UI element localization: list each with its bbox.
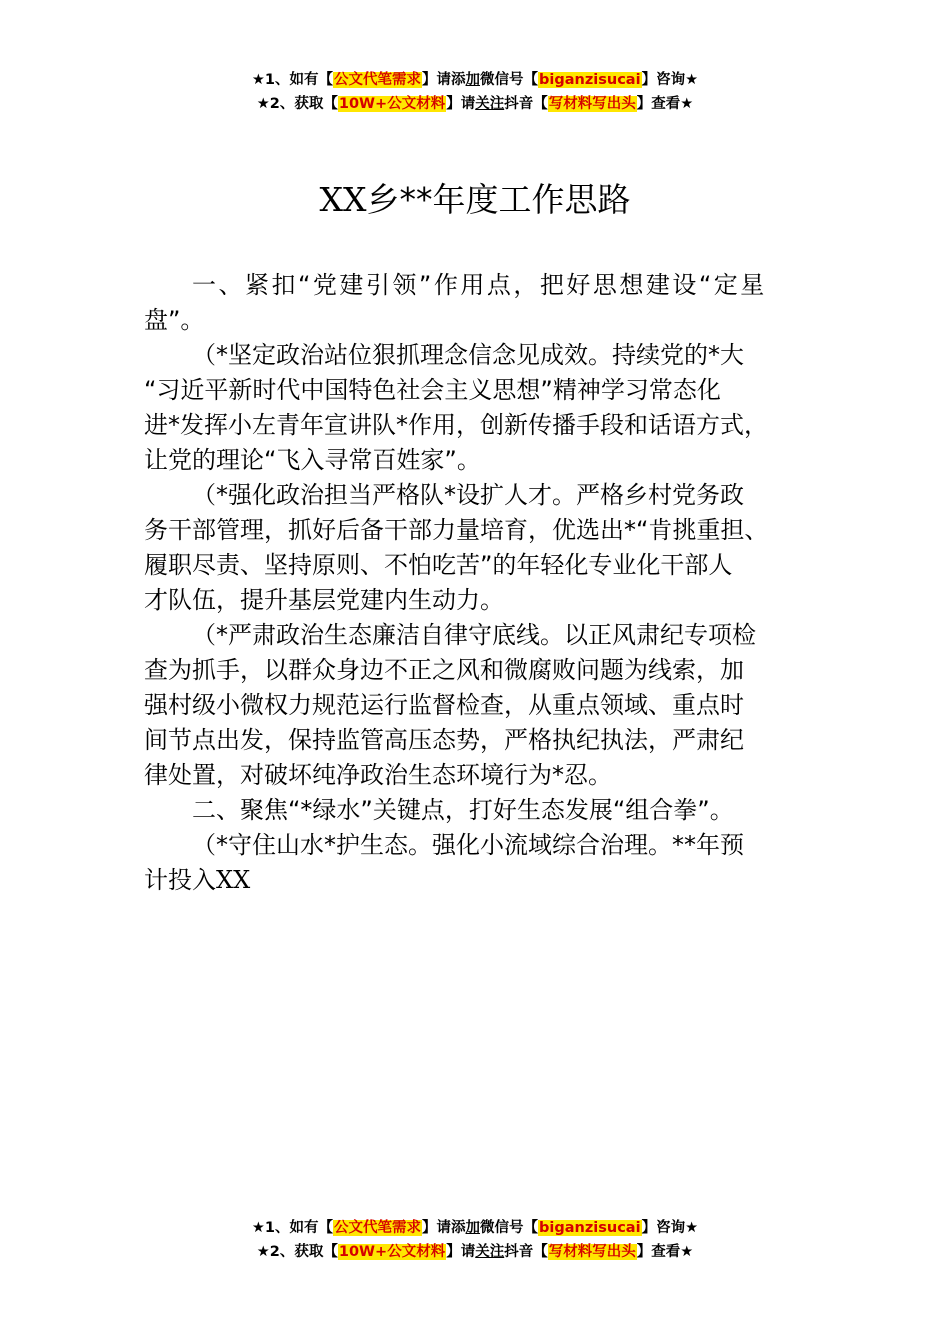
banner-underlined-text: 关注 <box>475 96 505 112</box>
paragraph-line: 强村级小微权力规范运行监督检查，从重点领域、重点时 <box>144 691 744 719</box>
paragraph-line: 才队伍，提升基层党建内生动力。 <box>144 586 504 614</box>
paragraph-line: 盘”。 <box>144 306 205 334</box>
banner-text: ★1、如有【 <box>251 72 334 88</box>
paragraph-line: 一、紧扣“党建引领”作用点，把好思想建设“定星 <box>192 271 767 299</box>
paragraph <box>144 828 824 898</box>
paragraph <box>144 618 824 793</box>
footer-banner <box>0 1216 950 1264</box>
title-prefix: XX <box>319 180 367 219</box>
banner-text: 】查看★ <box>636 96 694 112</box>
banner-text: ★2、获取【 <box>256 96 338 112</box>
banner-highlight: biganzisucai <box>539 1220 641 1236</box>
banner-text: 】请 <box>446 96 476 112</box>
banner-text: 】咨询★ <box>641 1220 699 1236</box>
banner-line-1 <box>0 68 950 92</box>
banner-text: ★1、如有【 <box>251 1220 334 1236</box>
paragraph-line: （*严肃政治生态廉洁自律守底线。以正风肃纪专项检 <box>192 621 756 649</box>
paragraph-line: 二、聚焦“*绿水”关键点，打好生态发展“组合拳”。 <box>192 796 734 824</box>
paragraph <box>144 478 824 618</box>
paragraph-line: “习近平新时代中国特色社会主义思想”精神学习常态化 <box>144 376 721 404</box>
paragraph-line: （*强化政治担当严格队*设扩人才。严格乡村党务政 <box>192 481 744 509</box>
document-body <box>144 268 824 898</box>
banner-line-2 <box>0 1240 950 1264</box>
banner-underlined-text: 加 <box>465 1220 481 1236</box>
banner-text: 】咨询★ <box>641 72 699 88</box>
paragraph-line: 履职尽责、坚持原则、不怕吃苦”的年轻化专业化干部人 <box>144 551 733 579</box>
paragraph-line: 查为抓手，以群众身边不正之风和微腐败问题为线索，加 <box>144 656 744 684</box>
banner-text: 抖音【 <box>504 96 548 112</box>
header-banner <box>0 68 950 116</box>
banner-text: 抖音【 <box>504 1244 548 1260</box>
banner-underlined-text: 关注 <box>475 1244 505 1260</box>
banner-text: 微信号【 <box>480 1220 539 1236</box>
paragraph-text: 计投入 <box>144 866 216 894</box>
banner-highlight: biganzisucai <box>539 72 641 88</box>
paragraph <box>144 793 824 828</box>
banner-highlight: 10W+公文材料 <box>338 96 446 112</box>
banner-highlight: 公文代笔需求 <box>334 72 422 88</box>
paragraph-tail: XX <box>216 866 251 894</box>
paragraph-line: （*守住山水*护生态。强化小流域综合治理。**年预 <box>192 831 744 859</box>
banner-text: ★2、获取【 <box>256 1244 338 1260</box>
banner-text: 】请 <box>446 1244 476 1260</box>
banner-line-1 <box>0 1216 950 1240</box>
paragraph-line: （*坚定政治站位狠抓理念信念见成效。持续党的*大 <box>192 341 744 369</box>
paragraph-line: 律处置，对破坏纯净政治生态环境行为*忍。 <box>144 761 612 789</box>
banner-text: 】请添 <box>422 1220 466 1236</box>
paragraph-line: 让党的理论“飞入寻常百姓家”。 <box>144 446 481 474</box>
paragraph-line: 间节点出发，保持监管高压态势，严格执纪执法，严肃纪 <box>144 726 744 754</box>
banner-text: 】查看★ <box>636 1244 694 1260</box>
banner-highlight: 写材料写出头 <box>548 96 636 112</box>
paragraph <box>144 338 824 478</box>
title-text: 乡**年度工作思路 <box>366 180 631 219</box>
banner-highlight: 公文代笔需求 <box>334 1220 422 1236</box>
banner-text: 】请添 <box>422 72 466 88</box>
paragraph <box>144 268 824 338</box>
banner-highlight: 写材料写出头 <box>548 1244 636 1260</box>
paragraph-line: 务干部管理，抓好后备干部力量培育，优选出*“肯挑重担、 <box>144 516 769 544</box>
banner-highlight: 10W+公文材料 <box>338 1244 446 1260</box>
banner-line-2 <box>0 92 950 116</box>
banner-underlined-text: 加 <box>465 72 481 88</box>
paragraph-line: 进*发挥小左青年宣讲队*作用，创新传播手段和话语方式， <box>144 411 768 439</box>
document-title <box>0 178 950 222</box>
banner-text: 微信号【 <box>480 72 539 88</box>
paragraph-line <box>144 863 824 898</box>
